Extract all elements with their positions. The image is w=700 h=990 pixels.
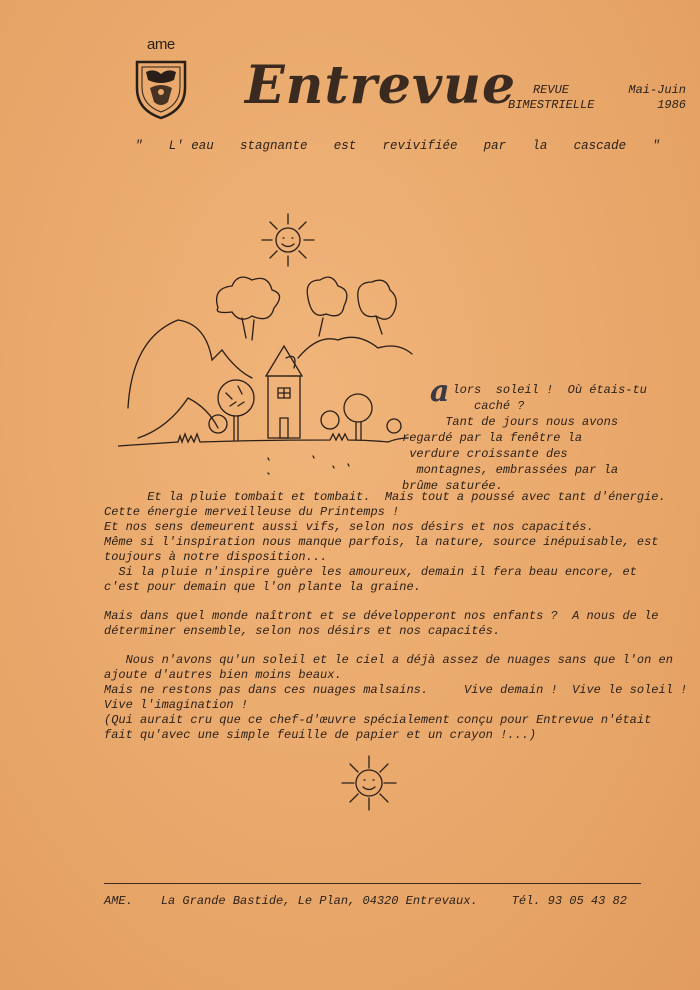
footer-rule (104, 883, 641, 884)
body-line: c'est pour demain que l'on plante la graine. (104, 580, 421, 594)
body-line: Même si l'inspiration nous manque parfois, la nature, source inépuisable, est (104, 535, 659, 549)
sun-icon (262, 214, 314, 266)
side-line: Tant de jours nous avons (402, 415, 619, 429)
body-line: Cette énergie merveilleuse du Printemps ! (104, 505, 400, 519)
side-line: brûme saturée. (402, 479, 503, 493)
body-line: toujours à notre disposition... (104, 550, 328, 564)
side-line: verdure croissante des (402, 447, 568, 461)
side-line: regardé par la fenêtre la (402, 431, 583, 445)
date-line-2: 1986 (657, 98, 686, 112)
body-line: déterminer ensemble, selon nos désirs et nos capacités. (104, 624, 501, 638)
quote-word: " (135, 139, 143, 153)
side-line: lors soleil ! Où étais-tu (452, 383, 647, 397)
quote-word: revivifiée (382, 139, 458, 153)
footer-phone: Tél. 93 05 43 82 (511, 894, 627, 908)
quote-word: par (483, 139, 507, 153)
body-line: Et nos sens demeurent aussi vifs, selon nos désirs et nos capacités. (104, 520, 594, 534)
paragraph-gap (104, 595, 674, 609)
shield-logo-icon (134, 58, 188, 120)
logo-text: ame (147, 36, 175, 53)
issue-date (620, 83, 686, 113)
quote-word: " (652, 139, 660, 153)
paragraph-gap (104, 639, 674, 653)
quote-word: la (532, 139, 548, 153)
revue-line-2: BIMESTRIELLE (508, 98, 595, 112)
side-line: caché ? (452, 399, 525, 413)
footer-address: La Grande Bastide, Le Plan, 04320 Entrevaux. (160, 894, 478, 908)
body-line: fait qu'avec une simple feuille de papier et un crayon !...) (104, 728, 537, 742)
small-sun-icon (338, 752, 400, 814)
revue-label (508, 83, 594, 113)
quote-word: cascade (573, 139, 627, 153)
side-line: montagnes, embrassées par la (402, 463, 619, 477)
newsletter-title: Entrevue (245, 55, 517, 116)
side-text (402, 374, 680, 494)
body-line: Si la pluie n'inspire guère les amoureux, demain il fera beau encore, et (104, 565, 637, 579)
drop-cap: a (430, 374, 450, 409)
body-line: Et la pluie tombait et tombait. Mais tout a poussé avec tant d'énergie. (104, 490, 666, 504)
footer-org: AME. (104, 894, 133, 908)
body-line: Mais dans quel monde naîtront et se développeront nos enfants ? A nous de le (104, 609, 659, 623)
footer (104, 894, 664, 908)
body-line: ajoute d'autres bien moins beaux. (104, 668, 342, 682)
body-text (104, 490, 688, 743)
body-line: Vive l'imagination ! (104, 698, 249, 712)
quote-word: L' eau (168, 139, 214, 153)
body-line: Mais ne restons pas dans ces nuages malsains. Vive demain ! Vive le soleil ! (104, 683, 688, 697)
quote-word: est (333, 139, 357, 153)
quote-word: stagnante (239, 139, 308, 153)
body-line: (Qui aurait cru que ce chef-d'œuvre spécialement conçu pour Entrevue n'était (104, 713, 652, 727)
child-drawing-illustration (118, 208, 448, 483)
body-line: Nous n'avons qu'un soleil et le ciel a déjà assez de nuages sans que l'on en (104, 653, 673, 667)
epigraph-quote (135, 139, 660, 153)
date-line-1: Mai-Juin (628, 83, 686, 97)
revue-line-1: REVUE (532, 83, 569, 97)
